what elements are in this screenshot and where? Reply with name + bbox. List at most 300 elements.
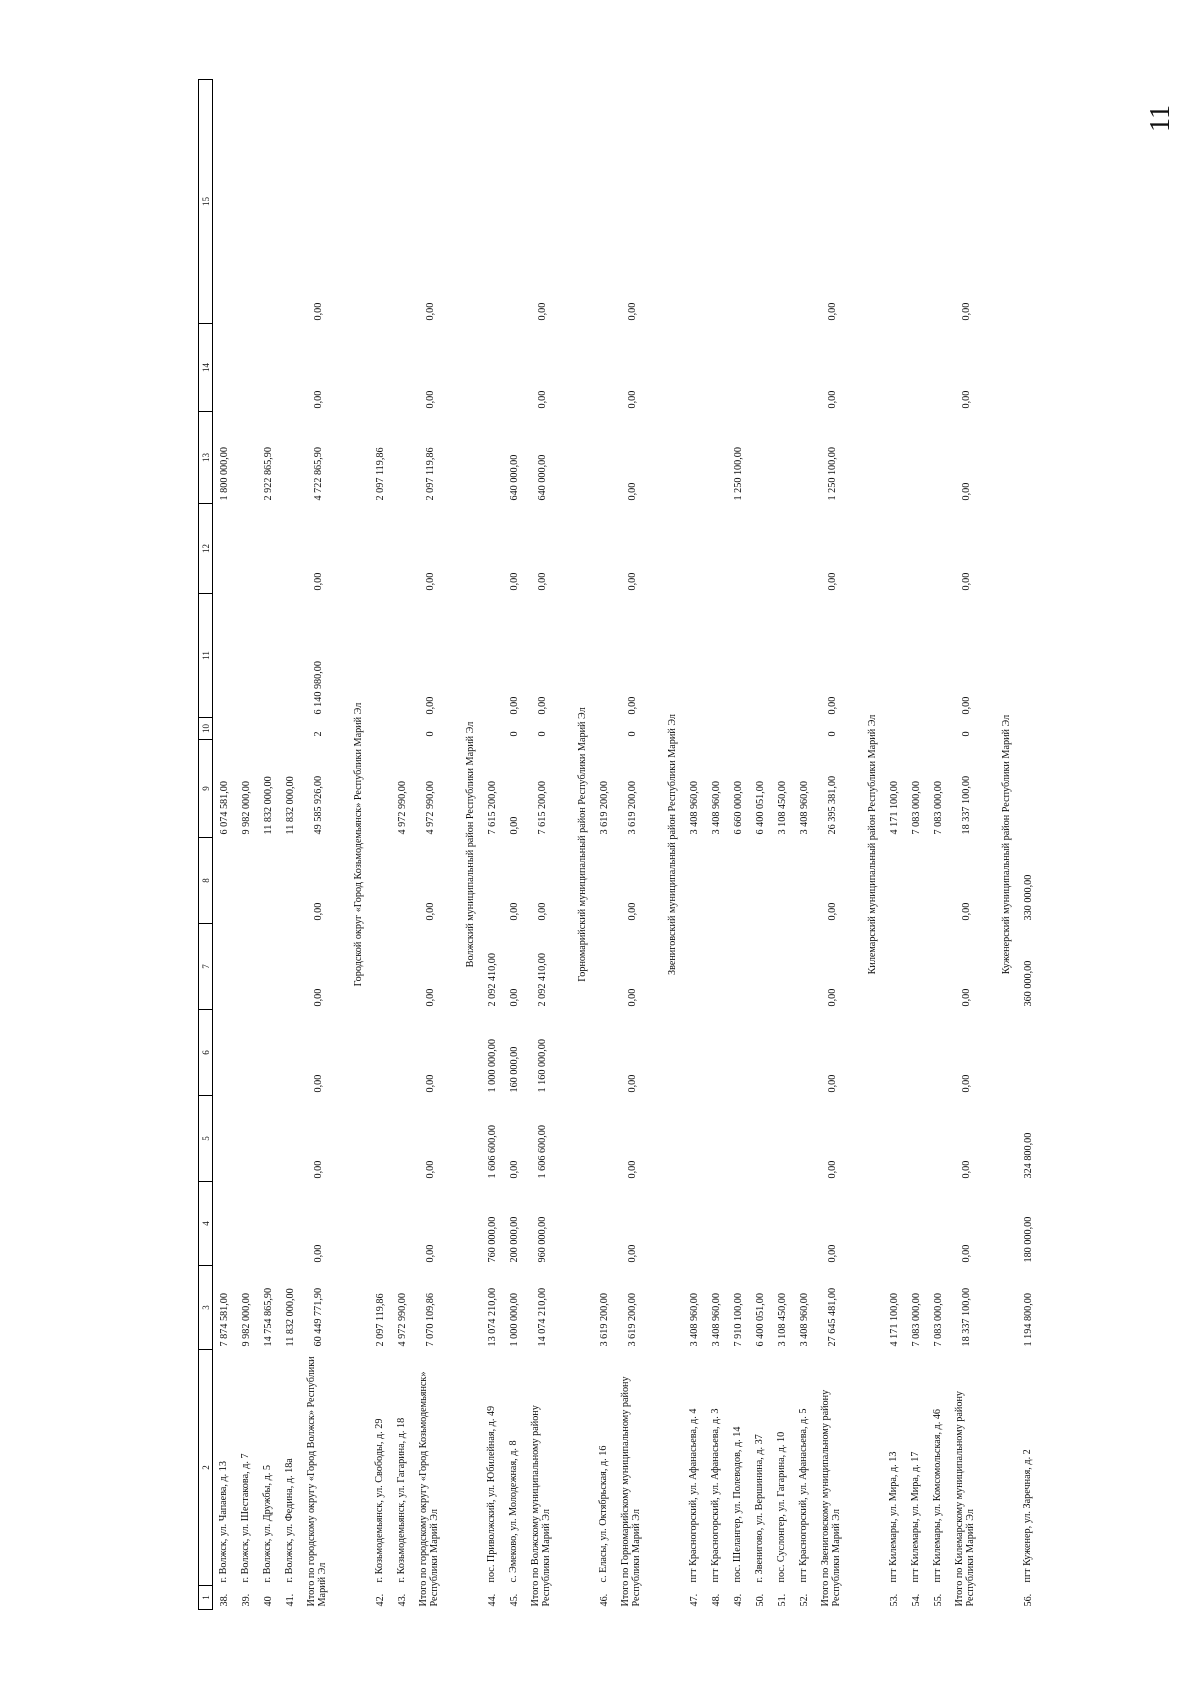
row-number: 45. [508,1593,520,1607]
value-cell [905,412,927,504]
value-cell: 0,00 [826,1160,838,1179]
address-cell: г. Козьмодемьянск, ул. Гагарина, д. 18 [395,1417,407,1583]
value-cell [905,1182,927,1266]
column-number: 8 [199,838,213,924]
value-cell: 7 910 100,00 [732,1293,744,1347]
column-number: 11 [199,594,213,718]
value-cell: 1 250 100,00 [732,447,744,501]
value-cell [927,1096,949,1182]
section-title: Килемарский муниципальный район Республики Марий Эл [866,714,878,975]
value-cell [279,412,301,504]
address-cell: пгт Красногорский, ул. Афанасьева, д. 3 [709,1408,721,1583]
value-cell: 26 395 381,00 [826,775,838,835]
value-cell [279,594,301,718]
table-row [883,80,905,1610]
value-cell: 7 615 200,00 [486,781,498,835]
value-cell [213,718,236,740]
value-cell [213,504,236,594]
value-cell [705,838,727,924]
spacer-row [849,80,861,1610]
value-cell [235,838,257,924]
value-cell: 0,00 [626,482,638,501]
value-cell: 0,00 [826,302,838,321]
value-cell [905,1010,927,1096]
value-cell [369,594,391,718]
value-cell [683,80,705,324]
value-cell: 14 754 865,90 [262,1287,274,1347]
value-cell [593,324,615,412]
table-row [905,80,927,1610]
section-title: Городской округ «Город Козьмодемьянск» Республики Марий Эл [352,702,364,987]
value-cell [727,924,749,1010]
value-cell: 3 108 450,00 [776,781,788,835]
value-cell: 0,00 [960,1074,972,1093]
value-cell: 640 000,00 [536,454,548,501]
value-cell [771,838,793,924]
value-cell [793,1096,815,1182]
value-cell: 7 070 109,86 [424,1293,436,1347]
row-number: 43. [396,1593,408,1607]
value-cell: 0,00 [312,902,324,921]
value-cell [771,504,793,594]
value-cell [705,594,727,718]
value-cell [279,924,301,1010]
value-cell: 0,00 [826,1074,838,1093]
value-cell [279,324,301,412]
value-cell [369,80,391,324]
value-cell: 2 [312,731,324,737]
value-cell [391,1182,413,1266]
value-cell [705,924,727,1010]
table-row [749,80,771,1610]
row-number: 44. [486,1593,498,1607]
table-row [705,80,727,1610]
value-cell: 0,00 [508,988,520,1007]
value-cell: 6 400 051,00 [754,1293,766,1347]
value-cell: 0,00 [826,1244,838,1263]
value-cell [771,80,793,324]
value-cell [727,594,749,718]
value-cell: 6 400 051,00 [754,781,766,835]
address-cell: г. Волжск, ул. Дружбы, д. 5 [261,1465,273,1583]
value-cell [213,80,236,324]
value-cell: 14 074 210,00 [536,1287,548,1347]
value-cell [279,1182,301,1266]
value-cell: 0,00 [424,1074,436,1093]
column-number: 10 [199,718,213,740]
value-cell [883,1096,905,1182]
value-cell: 0,00 [424,390,436,409]
value-cell: 0,00 [508,696,520,715]
value-cell [793,504,815,594]
value-cell [905,324,927,412]
value-cell [1017,504,1039,594]
value-cell: 3 619 200,00 [626,781,638,835]
row-number: 55. [932,1593,944,1607]
value-cell [369,324,391,412]
value-cell: 0,00 [312,1244,324,1263]
value-cell [279,80,301,324]
value-cell [683,1096,705,1182]
value-cell: 0,00 [960,1160,972,1179]
value-cell: 1 000 000,00 [508,1293,520,1347]
table-row [369,80,391,1610]
value-cell [683,924,705,1010]
value-cell: 0 [960,731,972,737]
table-row [793,80,815,1610]
value-cell: 640 000,00 [508,454,520,501]
value-cell: 18 337 100,00 [960,775,972,835]
value-cell [793,718,815,740]
table-row [771,80,793,1610]
value-cell: 0,00 [424,696,436,715]
table-row [683,80,705,1610]
value-cell: 3 619 200,00 [598,781,610,835]
value-cell: 0 [424,731,436,737]
section-row [459,80,481,1610]
value-cell [749,412,771,504]
value-cell [213,924,236,1010]
value-cell: 0,00 [536,302,548,321]
value-cell [905,80,927,324]
row-number: 54. [910,1593,922,1607]
total-label: Итого по Волжскому муниципальному району Республики Марий Эл [530,1405,552,1607]
page-number: 11 [1145,105,1176,132]
value-cell: 160 000,00 [508,1046,520,1093]
column-number: 1 [199,1586,213,1610]
value-cell [727,80,749,324]
total-label: Итого по Килемарскому муниципальному району Республики Марий Эл [954,1391,976,1607]
table-row [235,80,257,1610]
value-cell [771,924,793,1010]
value-cell [503,80,525,324]
rotated-table-container [198,100,1034,1610]
value-cell: 27 645 481,00 [826,1287,838,1347]
value-cell [793,1182,815,1266]
value-cell: 1 800 000,00 [218,447,230,501]
value-cell: 0,00 [960,696,972,715]
value-cell [235,1010,257,1096]
value-cell [927,80,949,324]
value-cell [927,412,949,504]
column-number: 14 [199,324,213,412]
value-cell [771,324,793,412]
value-cell [705,324,727,412]
value-cell [905,838,927,924]
value-cell [235,1182,257,1266]
value-cell: 0,00 [312,1160,324,1179]
value-cell [771,1010,793,1096]
value-cell [213,1010,236,1096]
value-cell [235,504,257,594]
value-cell: 7 083 000,00 [910,1293,922,1347]
section-title: Звениговский муниципальный район Республики Марий Эл [666,713,678,976]
value-cell [257,838,279,924]
value-cell [279,1096,301,1182]
value-cell [727,838,749,924]
table-row [593,80,615,1610]
value-cell [279,718,301,740]
value-cell [705,412,727,504]
total-row [615,80,649,1610]
value-cell [257,1010,279,1096]
value-cell [927,718,949,740]
value-cell: 4 972 990,00 [424,781,436,835]
value-cell: 3 408 960,00 [688,1293,700,1347]
value-cell: 2 092 410,00 [486,953,498,1007]
value-cell [257,718,279,740]
value-cell [235,324,257,412]
value-cell [369,504,391,594]
table-row [481,80,503,1610]
value-cell [213,324,236,412]
value-cell: 7 083 000,00 [932,781,944,835]
value-cell [883,718,905,740]
value-cell: 0,00 [826,988,838,1007]
column-number: 9 [199,740,213,838]
value-cell: 9 982 000,00 [240,781,252,835]
value-cell [257,1182,279,1266]
total-label: Итого по Звениговскому муниципальному району Республики Марий Эл [820,1389,842,1607]
value-cell [749,1010,771,1096]
value-cell: 0 [536,731,548,737]
row-number: 51. [776,1593,788,1607]
address-cell: пгт Килемары, ул. Мира, д. 13 [887,1451,899,1583]
value-cell [213,594,236,718]
value-cell [771,412,793,504]
value-cell [391,924,413,1010]
value-cell [1017,412,1039,504]
value-cell [391,80,413,324]
value-cell: 0,00 [626,902,638,921]
value-cell [771,594,793,718]
value-cell: 2 097 119,86 [374,1293,386,1347]
value-cell [927,324,949,412]
value-cell [683,718,705,740]
value-cell [391,324,413,412]
value-cell [683,324,705,412]
value-cell: 3 408 960,00 [710,781,722,835]
value-cell: 0,00 [424,988,436,1007]
value-cell: 3 408 960,00 [688,781,700,835]
value-cell: 0,00 [424,302,436,321]
value-cell [593,718,615,740]
value-cell [793,838,815,924]
total-row [301,80,335,1610]
value-cell [927,504,949,594]
value-cell [705,1096,727,1182]
value-cell [793,1010,815,1096]
column-number: 3 [199,1266,213,1350]
value-cell [1017,324,1039,412]
header-row [199,80,213,1610]
value-cell [727,324,749,412]
value-cell [593,80,615,324]
row-number: 42. [374,1593,386,1607]
value-cell [213,1096,236,1182]
value-cell [927,924,949,1010]
value-cell [927,838,949,924]
value-cell: 60 449 771,90 [312,1287,324,1347]
value-cell: 0,00 [312,390,324,409]
address-cell: с. Еласы, ул. Октябрьская, д. 16 [597,1445,609,1583]
value-cell [481,594,503,718]
value-cell [727,1010,749,1096]
value-cell: 0,00 [508,1160,520,1179]
value-cell: 0,00 [424,572,436,591]
address-cell: пгт Килемары, ул. Мира, д. 17 [909,1451,921,1583]
value-cell [683,594,705,718]
value-cell [391,838,413,924]
value-cell [883,80,905,324]
value-cell: 3 108 450,00 [776,1293,788,1347]
value-cell [749,324,771,412]
value-cell [883,1010,905,1096]
value-cell: 200 000,00 [508,1216,520,1263]
value-cell: 0,00 [424,902,436,921]
column-number: 15 [199,80,213,324]
value-cell: 0,00 [826,572,838,591]
total-label: Итого по городскому округу «Город Козьмодемьянск» Республики Марий Эл [418,1371,440,1607]
value-cell: 3 619 200,00 [626,1293,638,1347]
column-number: 7 [199,924,213,1010]
value-cell: 0,00 [960,988,972,1007]
value-cell: 0,00 [826,390,838,409]
value-cell: 0,00 [626,1074,638,1093]
value-cell: 324 800,00 [1022,1132,1034,1179]
value-cell [481,80,503,324]
value-cell: 1 000 000,00 [486,1039,498,1093]
value-cell: 2 092 410,00 [536,953,548,1007]
value-cell: 6 660 000,00 [732,781,744,835]
total-row [413,80,447,1610]
value-cell [235,924,257,1010]
value-cell [593,412,615,504]
value-cell [727,718,749,740]
table-row [503,80,525,1610]
value-cell [705,80,727,324]
value-cell [683,412,705,504]
value-cell: 0 [626,731,638,737]
column-number: 4 [199,1182,213,1266]
value-cell [481,324,503,412]
value-cell: 0,00 [424,1160,436,1179]
value-cell: 0,00 [960,902,972,921]
value-cell [793,412,815,504]
total-row [525,80,559,1610]
value-cell: 7 083 000,00 [910,781,922,835]
value-cell: 0,00 [960,390,972,409]
table-row [1017,80,1039,1610]
value-cell [235,412,257,504]
value-cell: 0,00 [312,988,324,1007]
value-cell [749,718,771,740]
value-cell [369,1182,391,1266]
value-cell [705,504,727,594]
row-number: 46. [598,1593,610,1607]
table-row [391,80,413,1610]
value-cell [905,504,927,594]
value-cell [257,504,279,594]
address-cell: пос. Шелангер, ул. Полеводов, д. 14 [731,1426,743,1583]
address-cell: пос. Приволжский, ул. Юбилейная, д. 49 [485,1405,497,1583]
address-cell: г. Волжск, ул. Федина, д. 18а [283,1458,295,1583]
value-cell: 960 000,00 [536,1216,548,1263]
value-cell: 4 171 100,00 [888,781,900,835]
address-cell: пгт Красногорский, ул. Афанасьева, д. 5 [797,1408,809,1583]
column-number: 6 [199,1010,213,1096]
value-cell [369,838,391,924]
row-number: 53. [888,1593,900,1607]
column-number: 2 [199,1350,213,1586]
value-cell: 330 000,00 [1022,874,1034,921]
value-cell: 6 140 980,00 [312,661,324,715]
value-cell: 2 922 865,90 [262,447,274,501]
value-cell: 0,00 [536,572,548,591]
value-cell: 11 832 000,00 [284,1288,296,1347]
row-number: 40 [262,1596,274,1607]
value-cell [235,1096,257,1182]
value-cell: 0,00 [312,1074,324,1093]
value-cell [593,1096,615,1182]
row-number: 49. [732,1593,744,1607]
value-cell: 0,00 [508,572,520,591]
value-cell [749,1096,771,1182]
value-cell [279,838,301,924]
value-cell: 4 972 990,00 [396,1293,408,1347]
value-cell [257,324,279,412]
value-cell [369,924,391,1010]
value-cell: 0,00 [960,572,972,591]
value-cell: 760 000,00 [486,1216,498,1263]
value-cell: 0,00 [626,988,638,1007]
value-cell: 3 619 200,00 [598,1293,610,1347]
value-cell [235,718,257,740]
value-cell: 0,00 [960,1244,972,1263]
value-cell [1017,80,1039,324]
value-cell [593,504,615,594]
value-cell [481,838,503,924]
value-cell: 0,00 [508,816,520,835]
value-cell [705,1010,727,1096]
value-cell [793,80,815,324]
section-row [661,80,683,1610]
value-cell [391,594,413,718]
value-cell: 0,00 [960,482,972,501]
spacer-row [447,80,459,1610]
value-cell: 7 874 581,00 [218,1293,230,1347]
value-cell [927,594,949,718]
value-cell [1017,740,1039,838]
value-cell: 1 606 600,00 [486,1125,498,1179]
value-cell [749,594,771,718]
value-cell: 0,00 [312,572,324,591]
value-cell [593,838,615,924]
row-number: 39. [240,1593,252,1607]
table-row [927,80,949,1610]
value-cell [593,1010,615,1096]
value-cell [391,718,413,740]
value-cell [683,1182,705,1266]
value-cell [793,324,815,412]
section-row [995,80,1017,1610]
value-cell [771,1096,793,1182]
row-number: 47. [688,1593,700,1607]
total-row [949,80,983,1610]
value-cell [883,924,905,1010]
value-cell [771,1182,793,1266]
column-number: 5 [199,1096,213,1182]
